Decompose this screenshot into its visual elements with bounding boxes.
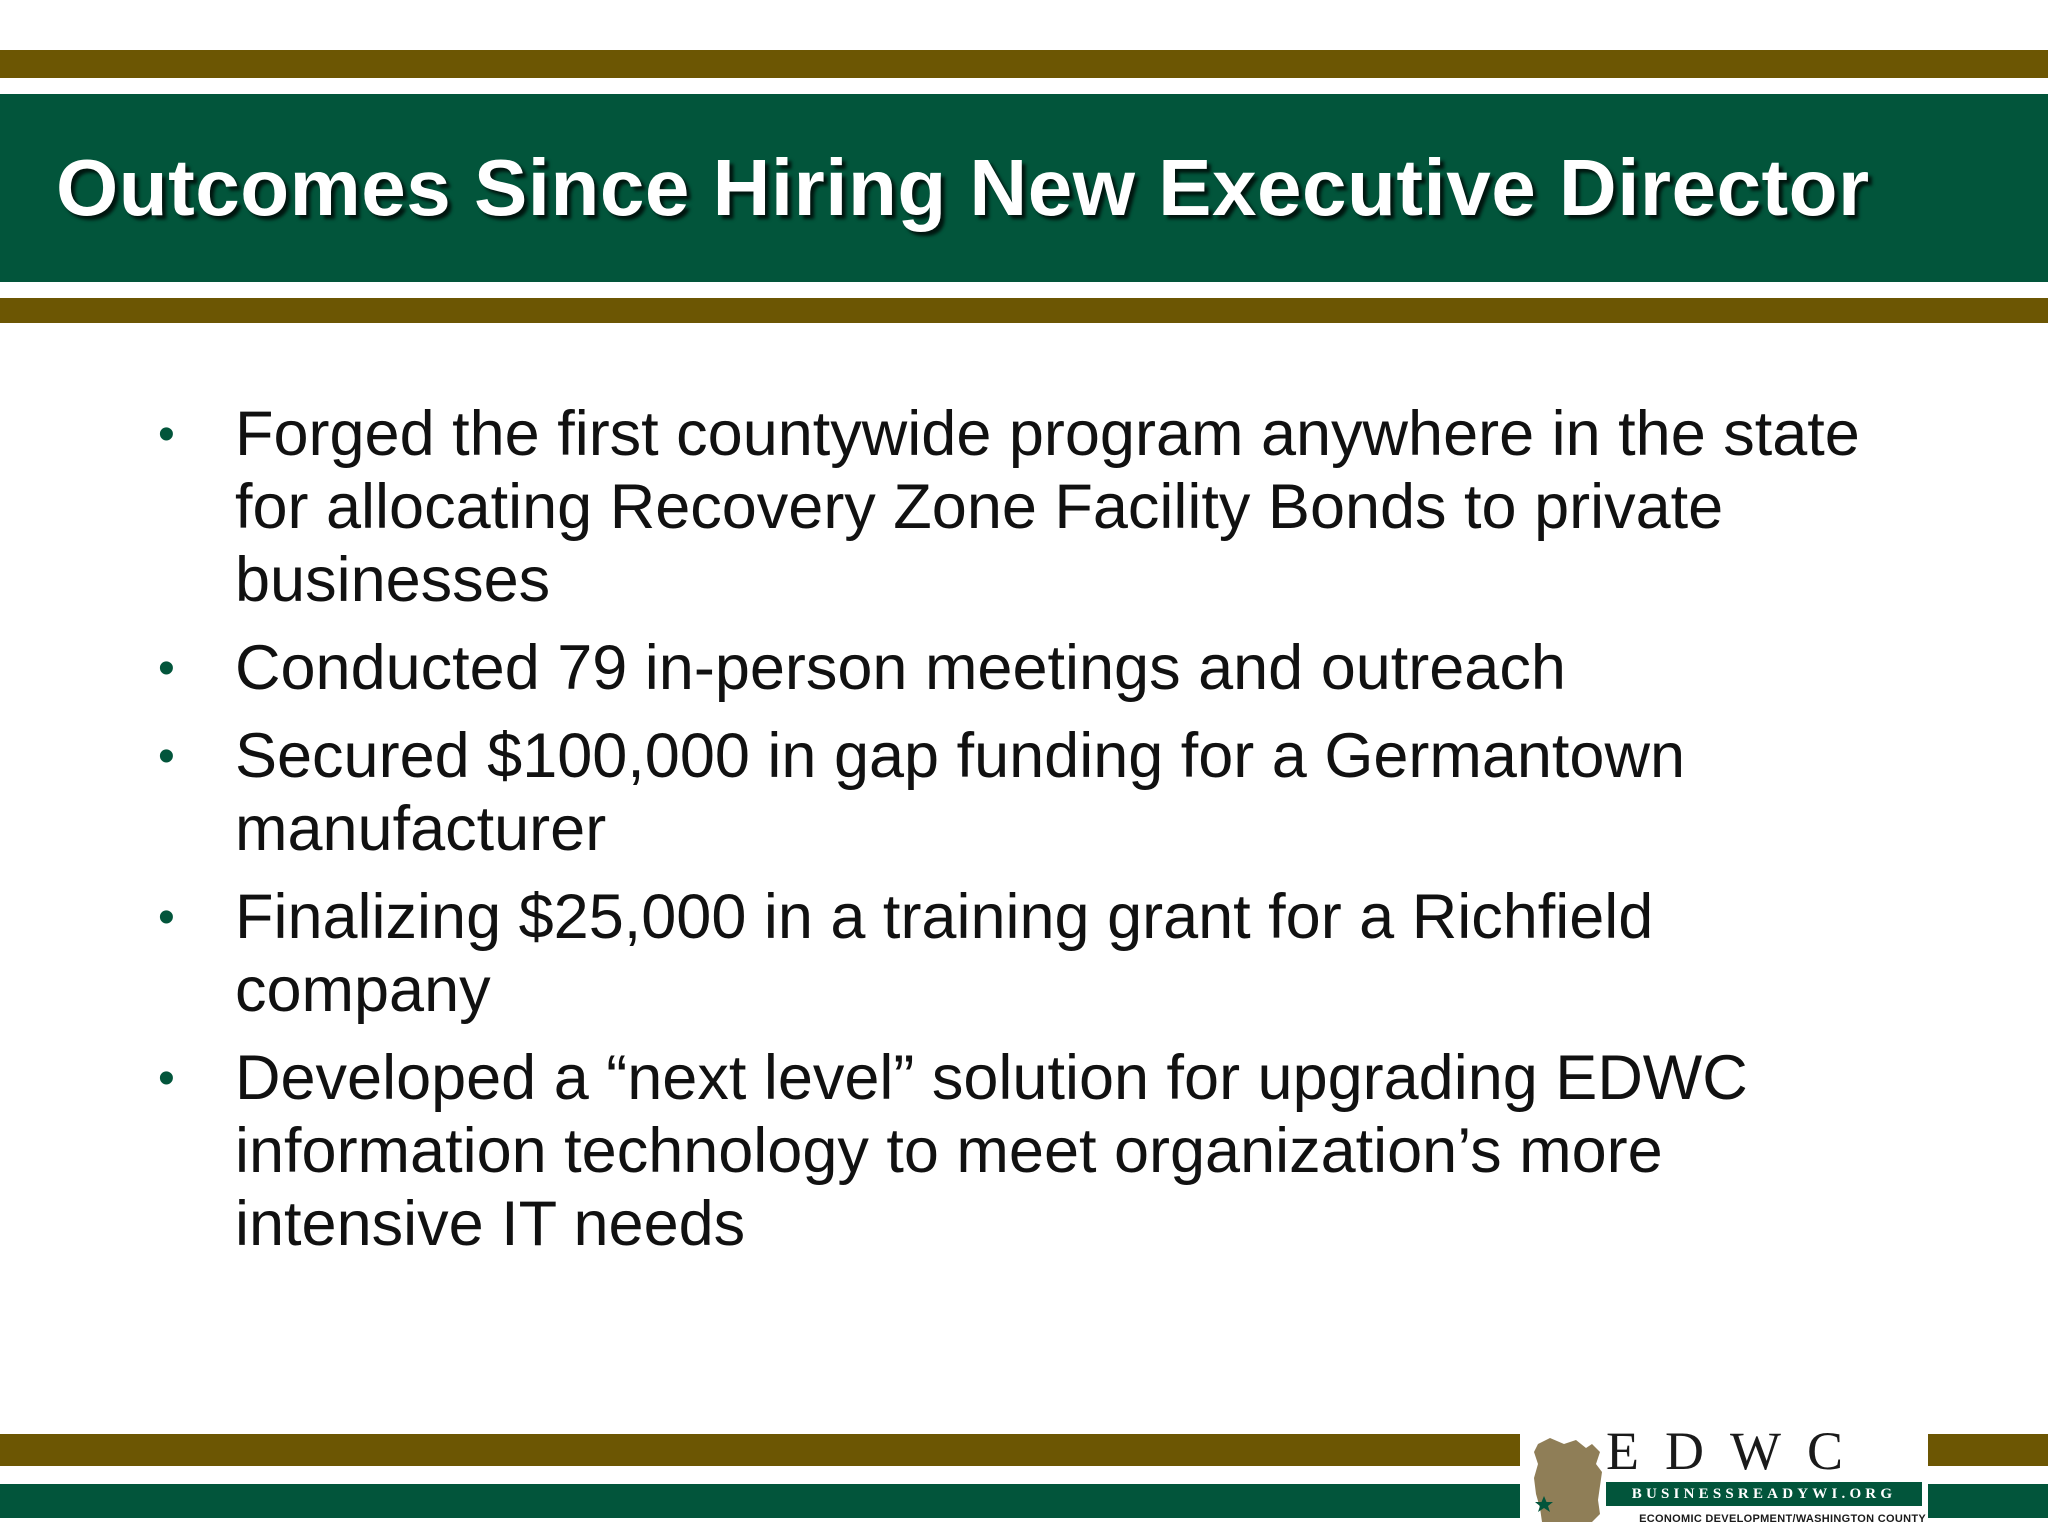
bullet-icon: • [158,730,175,783]
bullet-icon: • [158,1052,175,1105]
logo-url: BUSINESSREADYWI.ORG [1606,1482,1922,1506]
list-item [150,720,1910,866]
bullet-text: Forged the first countywide program anywhere in the state for allocating Recovery Zone Facility Bonds to private businesses [235,399,1860,615]
list-item [150,632,1910,705]
header-gold-stripe [0,50,2048,78]
bullet-icon: • [158,891,175,944]
list-item [150,881,1910,1027]
bullet-text: Finalizing $25,000 in a training grant for a Richfield company [235,882,1654,1025]
bullet-list [150,398,1910,1276]
list-item [150,1042,1910,1261]
bullet-text: Developed a “next level” solution for upgrading EDWC information technology to meet organization’s more intensive IT needs [235,1043,1748,1259]
bullet-text: Conducted 79 in-person meetings and outreach [235,633,1566,703]
bullet-icon: • [158,408,175,461]
logo-org-name: ECONOMIC DEVELOPMENT/WASHINGTON COUNTY [1639,1513,1926,1525]
logo-letters: EDWC [1606,1421,1869,1481]
edwc-logo [1520,1421,1928,1536]
slide-title: Outcomes Since Hiring New Executive Director [56,143,1870,232]
header-gold-stripe-lower [0,298,2048,323]
bullet-text: Secured $100,000 in gap funding for a Germantown manufacturer [235,721,1685,864]
list-item [150,398,1910,617]
bullet-icon: • [158,642,175,695]
